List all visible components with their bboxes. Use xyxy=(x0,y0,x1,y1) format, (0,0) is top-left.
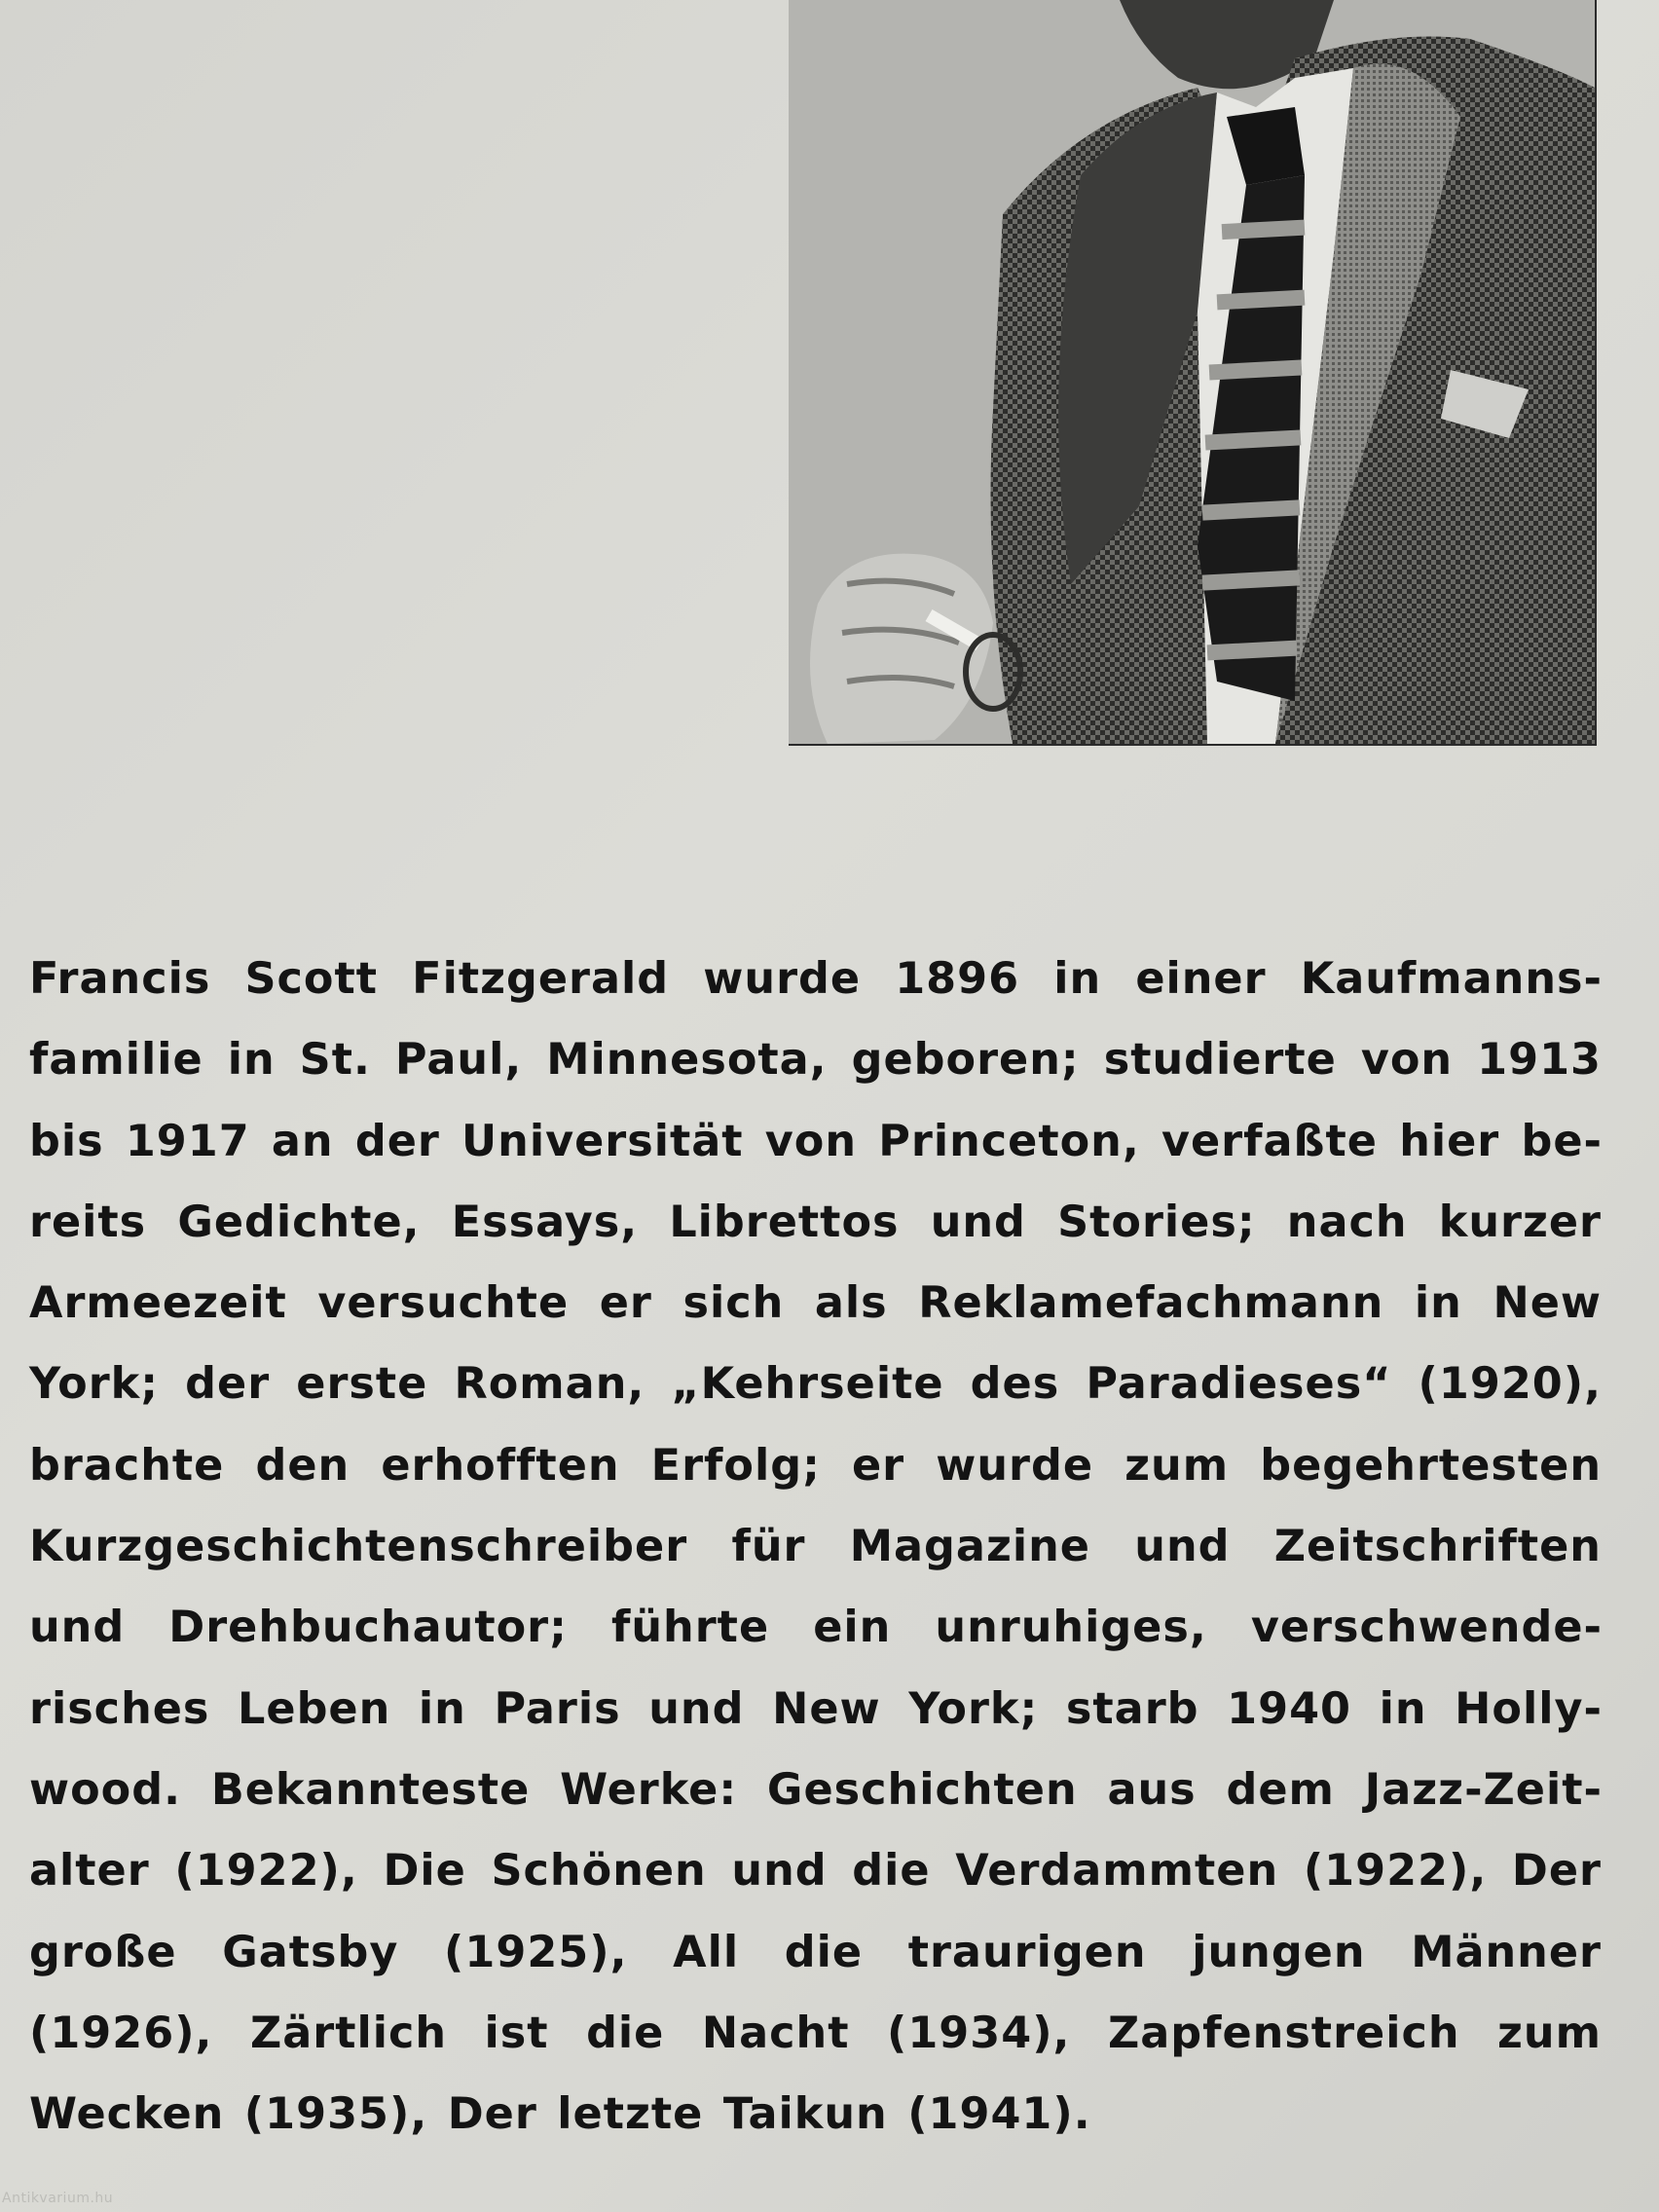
author-biography: Francis Scott Fitzgerald wurde 1896 in einer Kaufmannsfamilie in St. Paul, Minnesota, geboren; studierte von 1913 bis 1917 an der Universität von Princeton, verfaßte hier bereits Gedichte, Essays, Librettos und Stories; nach kurzer Armeezeit versuchte er sich als Reklamefachmann in New York; der erste Roman, „Kehrseite des Paradieses“ (1920), brachte den erhofften Erfolg; er wurde zum begehrtesten Kurzgeschichtenschreiber für Magazine und Zeitschriften und Drehbuchautor; führte ein unruhiges, verschwenderisches Leben in Paris und New York; starb 1940 in Hollywood. Bekannteste Werke: Geschichten aus dem Jazz-Zeitalter (1922), Die Schönen und die Verdammten (1922), Der große Gatsby (1925), All die traurigen jungen Männer (1926), Zärtlich ist die Nacht (1934), Zapfenstreich zum Wecken (1935), Der letzte Taikun (1941). xyxy=(29,954,1602,2140)
author-photo xyxy=(789,0,1597,746)
watermark: Antikvarium.hu xyxy=(2,2191,114,2206)
